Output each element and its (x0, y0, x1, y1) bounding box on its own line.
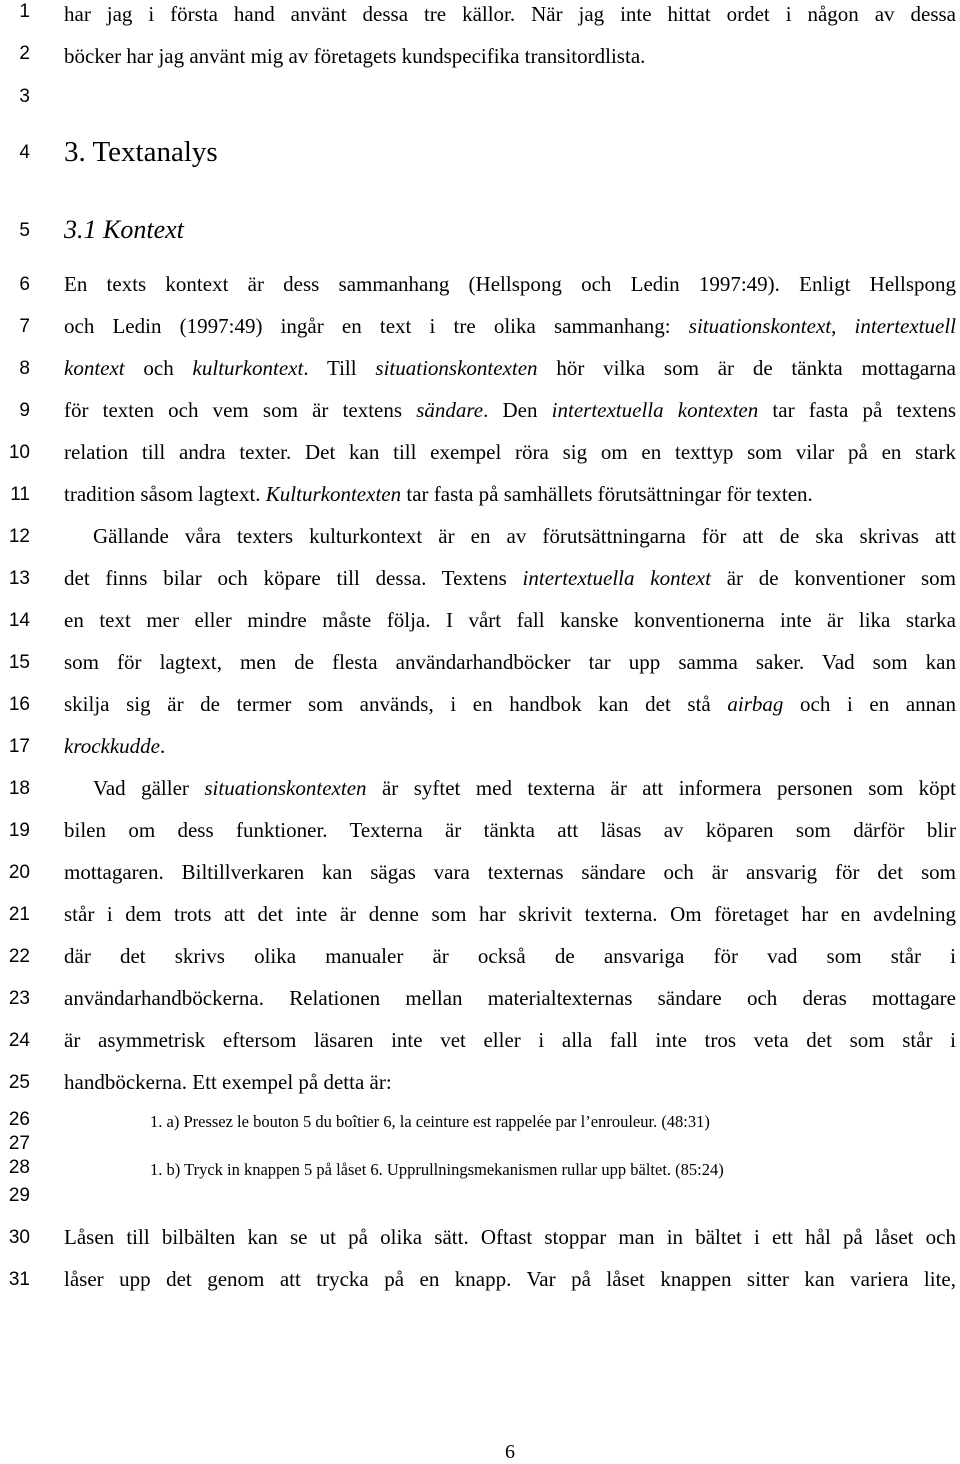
term: situationskontext (688, 314, 832, 338)
body-text-line: Gällande våra texters kulturkontext är en av förutsättningarna för att de ska skrivas att (93, 524, 956, 548)
line-number: 28 (8, 1157, 30, 1178)
body-text-line: mottagaren. Biltillverkaren kan sägas vara texternas sändare och är ansvarig för det som (64, 860, 956, 884)
line-number: 27 (8, 1133, 30, 1154)
body-text-line: är asymmetrisk eftersom läsaren inte vet eller i alla fall inte tros veta det som står i (64, 1028, 956, 1052)
line-number: 9 (19, 400, 30, 421)
body-text-line: bilen om dess funktioner. Texterna är tänkta att läsas av köparen som därför blir (64, 818, 956, 842)
body-text-line: det finns bilar och köpare till dessa. Textens intertextuella kontext är de konventioner som (64, 566, 956, 590)
term: kulturkontext (192, 356, 304, 380)
line-number: 23 (8, 988, 30, 1009)
line-number: 3 (19, 86, 30, 107)
term: intertextuella kontext (522, 566, 711, 590)
line-number: 8 (19, 358, 30, 379)
line-number: 26 (8, 1109, 30, 1130)
section-heading: 3. Textanalys (64, 136, 218, 168)
term: situationskontexten (375, 356, 538, 380)
body-text-line: handböckerna. Ett exempel på detta är: (64, 1070, 392, 1094)
line-number: 16 (8, 694, 30, 715)
body-text-line: krockkudde. (64, 734, 166, 758)
line-number: 7 (19, 316, 30, 337)
term: intertextuella kontexten (551, 398, 759, 422)
term: Kulturkontexten (265, 482, 402, 506)
body-text-line: har jag i första hand använt dessa tre källor. När jag inte hittat ordet i någon av dessa (64, 2, 956, 26)
line-number: 25 (8, 1072, 30, 1093)
line-number: 5 (19, 220, 30, 241)
line-number: 20 (8, 862, 30, 883)
line-number: 11 (10, 484, 30, 505)
term: krockkudde (64, 734, 160, 758)
line-number: 4 (19, 142, 30, 163)
line-number: 17 (8, 736, 30, 757)
body-text-line: böcker har jag använt mig av företagets kundspecifika transitordlista. (64, 44, 646, 68)
body-text-line: där det skrivs olika manualer är också de ansvariga för vad som står i (64, 944, 956, 968)
term: intertextuell (854, 314, 957, 338)
line-number: 21 (8, 904, 30, 925)
subsection-heading: 3.1 Kontext (64, 215, 184, 244)
term: sändare (416, 398, 484, 422)
body-text-line: som för lagtext, men de flesta användarhandböcker tar upp samma saker. Vad som kan (64, 650, 956, 674)
line-number: 6 (19, 274, 30, 295)
line-number: 24 (8, 1030, 30, 1051)
line-number: 2 (19, 43, 30, 64)
line-number: 15 (8, 652, 30, 673)
body-text-line: Låsen till bilbälten kan se ut på olika sätt. Oftast stoppar man in bältet i ett hål på låset och (64, 1225, 956, 1249)
line-number: 22 (8, 946, 30, 967)
line-number: 18 (8, 778, 30, 799)
body-text-line: relation till andra texter. Det kan till exempel röra sig om en texttyp som vilar på en stark (64, 440, 956, 464)
body-text-line: Vad gäller situationskontexten är syftet med texterna är att informera personen som köpt (93, 776, 956, 800)
line-number: 31 (8, 1269, 30, 1290)
body-text-line: står i dem trots att det inte är denne som har skrivit texterna. Om företaget har en avdelning (64, 902, 956, 926)
line-number: 13 (8, 568, 30, 589)
line-number: 19 (8, 820, 30, 841)
body-text-line: och Ledin (1997:49) ingår en text i tre olika sammanhang: situationskontext, intertextuell (64, 314, 957, 338)
body-text-line: skilja sig är de termer som används, i en handbok kan det stå airbag och i en annan (64, 692, 956, 716)
body-text-line: kontext och kulturkontext. Till situationskontexten hör vilka som är de tänkta mottagarna (64, 356, 956, 380)
body-text-line: för texten och vem som är textens sändare. Den intertextuella kontexten tar fasta på textens (64, 398, 956, 422)
body-text-line: låser upp det genom att trycka på en knapp. Var på låset knappen sitter kan variera lite, (64, 1267, 956, 1291)
body-text-line: tradition såsom lagtext. Kulturkontexten tar fasta på samhällets förutsättningar för texten. (64, 482, 813, 506)
example-swedish: 1. b) Tryck in knappen 5 på låset 6. Upprullningsmekanismen rullar upp bältet. (85:24) (150, 1160, 724, 1179)
line-number: 14 (8, 610, 30, 631)
page-number: 6 (505, 1441, 515, 1463)
term: kontext (64, 356, 125, 380)
term: situationskontexten (204, 776, 367, 800)
term: airbag (727, 692, 784, 716)
line-number: 10 (8, 442, 30, 463)
line-number: 12 (8, 526, 30, 547)
body-text-line: användarhandböckerna. Relationen mellan materialtexternas sändare och deras mottagare (64, 986, 956, 1010)
body-text-line: en text mer eller mindre måste följa. I vårt fall kanske konventionerna inte är lika starka (64, 608, 956, 632)
line-number: 30 (8, 1227, 30, 1248)
example-french: 1. a) Pressez le bouton 5 du boîtier 6, la ceinture est rappelée par l’enrouleur. (48:31) (150, 1112, 710, 1131)
line-number: 1 (19, 1, 30, 22)
body-text-line: En texts kontext är dess sammanhang (Hellspong och Ledin 1997:49). Enligt Hellspong (64, 272, 956, 296)
line-number: 29 (8, 1185, 30, 1206)
